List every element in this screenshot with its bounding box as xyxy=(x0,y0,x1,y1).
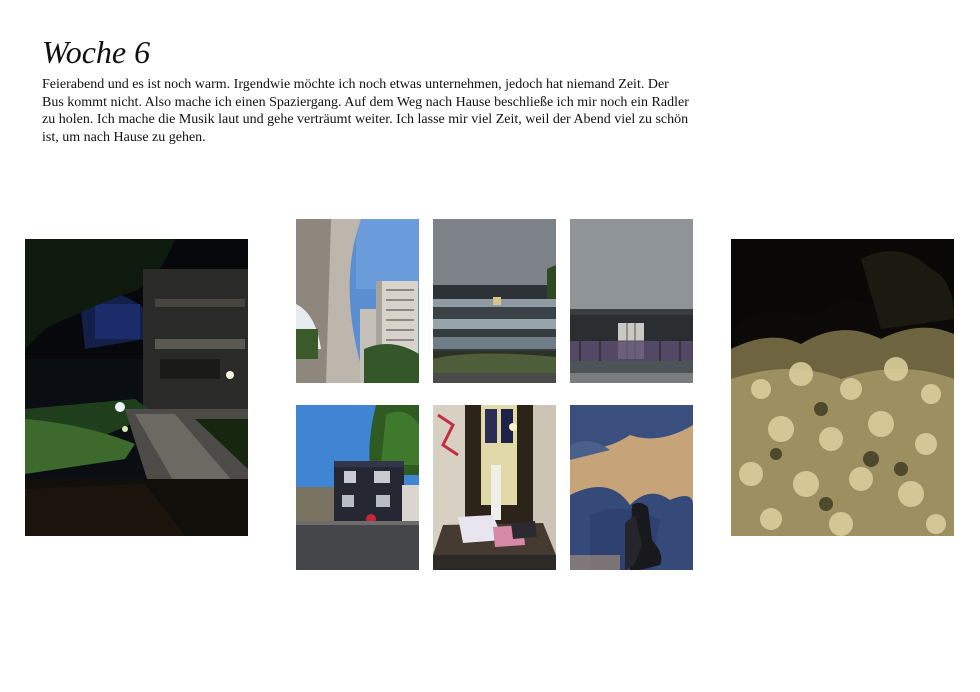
photo-balcony-window-grey-sky xyxy=(570,219,693,383)
photo-balcony-facade-dusk xyxy=(433,219,556,383)
page-title: Woche 6 xyxy=(42,34,151,70)
photo-curved-building-sky xyxy=(296,219,419,383)
photo-doorway-graffiti xyxy=(433,405,556,570)
photo-dark-house-blue-sky xyxy=(296,405,419,570)
body-text: Feierabend und es ist noch warm. Irgendwie möchte ich noch etwas unternehmen, jedoch hat niemand Zeit. Der Bus kommt nicht. Also mache ich einen Spaziergang. Auf dem Weg nach Hause beschließe ich mir noch ein Radler zu holen. Ich mache die Musik laut und gehe verträumt weiter. Ich lasse mir viel Zeit, weil der Abend viel zu schön ist, um nach Hause zu gehen. xyxy=(42,77,689,145)
photo-night-flowering-shrub xyxy=(731,239,954,536)
photo-shadow-on-wall xyxy=(570,405,693,570)
photo-night-path xyxy=(25,239,248,536)
